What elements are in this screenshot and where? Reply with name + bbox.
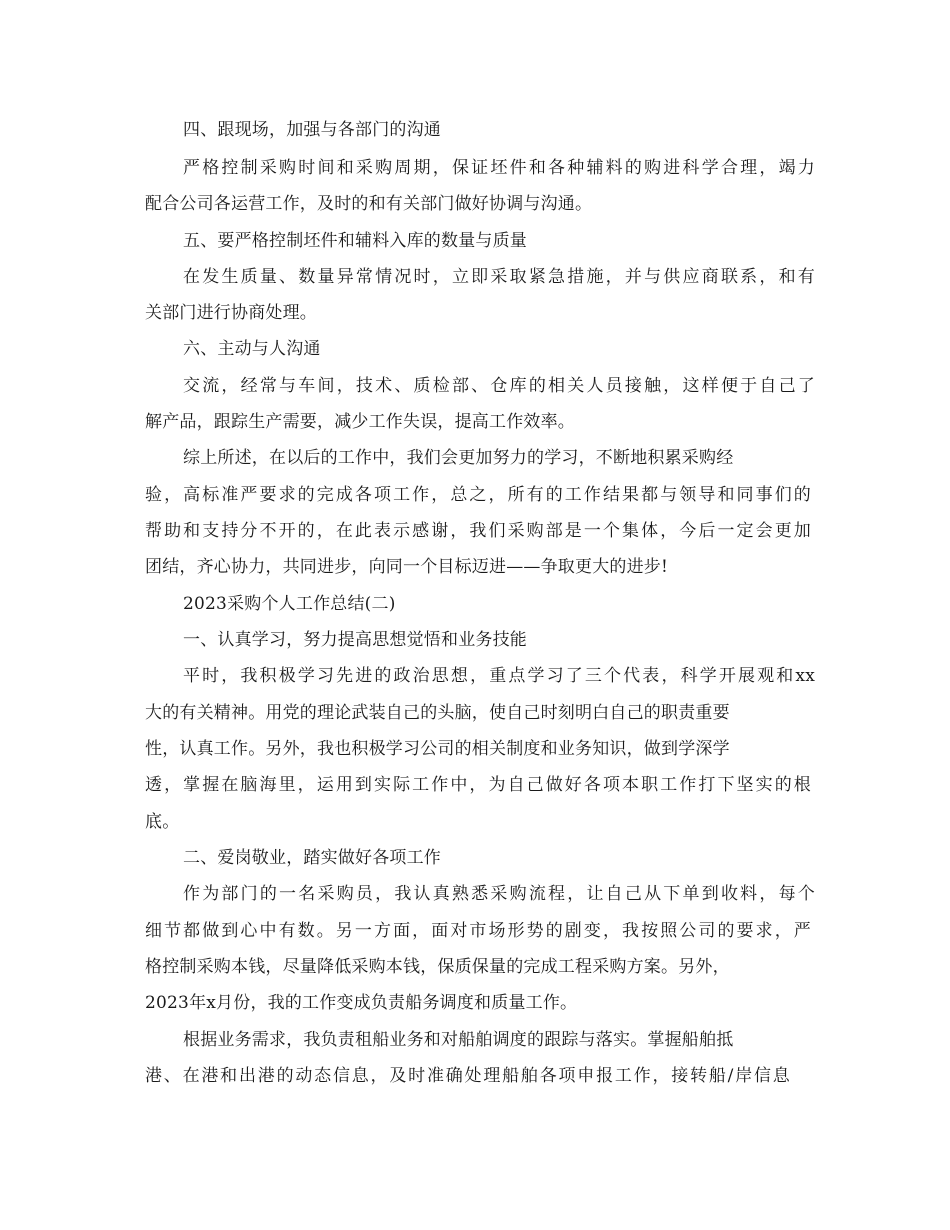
paragraph-line: 透，掌握在脑海里，运用到实际工作中，为自己做好各项本职工作打下坚实的根 xyxy=(145,775,811,795)
paragraph-line: 性，认真工作。另外，我也积极学习公司的相关制度和业务知识，做到学深学 xyxy=(145,739,730,759)
paragraph-line: 大的有关精神。用党的理论武装自己的头脑，使自己时刻明白自己的职责重要 xyxy=(145,703,730,723)
paragraph-line: 根据业务需求，我负责租船业务和对船舶调度的跟踪与落实。掌握船舶抵 xyxy=(183,1030,734,1050)
paragraph-line: 在发生质量、数量异常情况时，立即采取紧急措施，并与供应商联系，和有 xyxy=(183,267,815,287)
paragraph-line: 团结，齐心协力，共同进步，向同一个目标迈进——争取更大的进步! xyxy=(145,557,669,577)
paragraph-line: 帮助和支持分不开的，在此表示感谢，我们采购部是一个集体，今后一定会更加 xyxy=(145,521,811,541)
paragraph-line: 底。 xyxy=(145,812,180,832)
paragraph-line: 交流，经常与车间，技术、质检部、仓库的相关人员接触，这样便于自己了 xyxy=(183,376,815,396)
paragraph-line: 关部门进行协商处理。 xyxy=(145,303,317,323)
paragraph-line: 作为部门的一名采购员，我认真熟悉采购流程，让自己从下单到收料，每个 xyxy=(183,884,815,904)
section-heading: 一、认真学习，努力提高思想觉悟和业务技能 xyxy=(183,630,527,650)
section-heading: 六、主动与人沟通 xyxy=(183,339,321,359)
paragraph-line: 2023年x月份，我的工作变成负责船务调度和质量工作。 xyxy=(145,993,578,1013)
paragraph-line: 细节都做到心中有数。另一方面，面对市场形势的剧变，我按照公司的要求，严 xyxy=(145,921,811,941)
paragraph-line: 解产品，跟踪生产需要，减少工作失误，提高工作效率。 xyxy=(145,412,575,432)
paragraph-line: 格控制采购本钱，尽量降低采购本钱，保质保量的完成工程采购方案。另外， xyxy=(145,957,730,977)
section-heading: 五、要严格控制坯件和辅料入库的数量与质量 xyxy=(183,231,527,251)
paragraph-line: 平时，我积极学习先进的政治思想，重点学习了三个代表，科学开展观和xx xyxy=(183,666,815,686)
paragraph-line: 综上所述，在以后的工作中，我们会更加努力的学习，不断地积累采购经 xyxy=(183,448,734,468)
subtitle: 2023采购个人工作总结(二) xyxy=(183,594,396,614)
paragraph-line: 港、在港和出港的动态信息，及时准确处理船舶各项申报工作，接转船/岸信息 xyxy=(145,1066,790,1086)
paragraph-line: 验，高标准严要求的完成各项工作，总之，所有的工作结果都与领导和同事们的 xyxy=(145,485,811,505)
paragraph-line: 严格控制采购时间和采购周期，保证坯件和各种辅料的购进科学合理，竭力 xyxy=(183,158,815,178)
section-heading: 二、爱岗敬业，踏实做好各项工作 xyxy=(183,848,441,868)
section-heading: 四、跟现场，加强与各部门的沟通 xyxy=(183,120,441,140)
paragraph-line: 配合公司各运营工作，及时的和有关部门做好协调与沟通。 xyxy=(145,194,593,214)
